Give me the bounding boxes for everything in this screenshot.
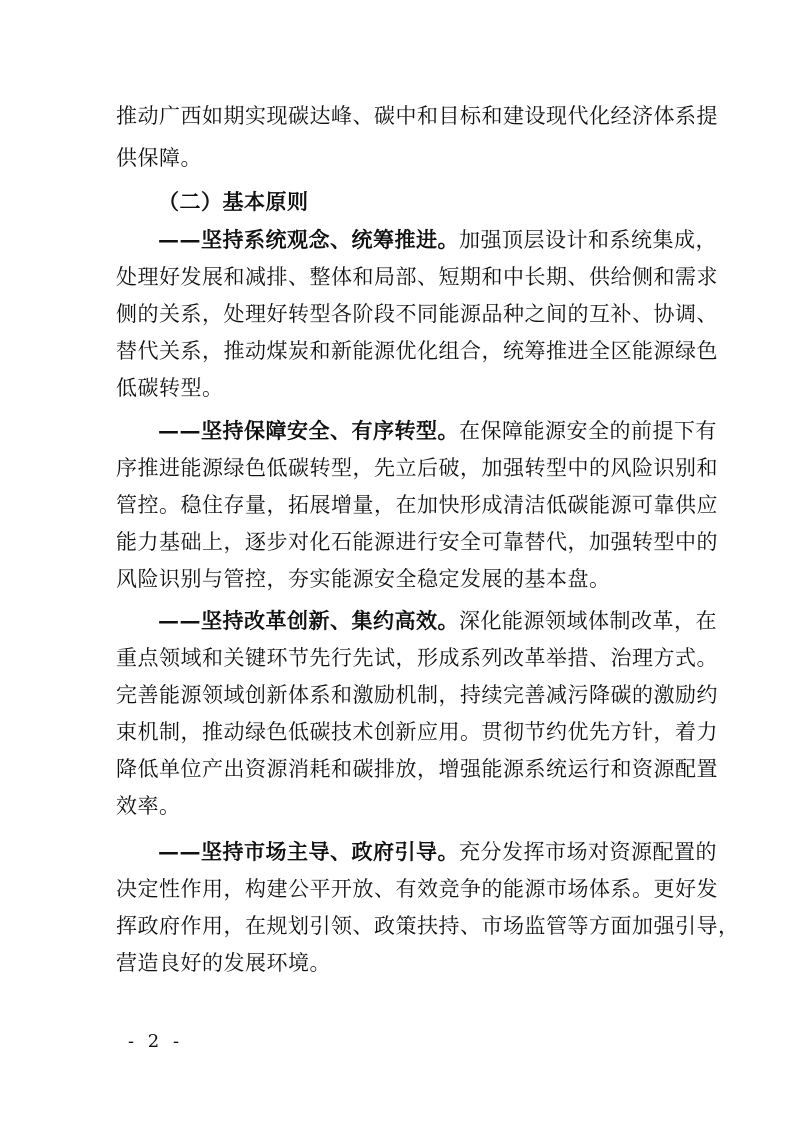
principle-3-title: ——坚持改革创新、集约高效。 [158,608,459,633]
principle-1-line-4: 替代关系，推动煤炭和新能源优化组合，统筹推进全区能源绿色 [116,339,718,363]
principle-1-line-3: 侧的关系，处理好转型各阶段不同能源品种之间的互补、协调、 [116,302,718,326]
principle-2-line-4: 能力基础上，逐步对化石能源进行安全可靠替代，加强转型中的 [116,530,718,554]
principle-3-line-4: 束机制，推动绿色低碳技术创新应用。贯彻节约优先方针，着力 [116,720,718,744]
principle-1-line-5: 低碳转型。 [116,376,224,400]
principle-4-line-2: 决定性作用，构建公平开放、有效竞争的能源市场体系。更好发 [116,877,718,901]
principle-4-line-3: 挥政府作用，在规划引领、政策扶持、市场监管等方面加强引导， [116,914,740,938]
principle-3-line-1 [158,603,717,639]
principle-1-line-2: 处理好发展和减排、整体和局部、短期和中长期、供给侧和需求 [116,265,718,289]
principle-2-line-3: 管控。稳住存量，拓展增量，在加快形成清洁低碳能源可靠供应 [116,493,718,517]
principle-2-title: ——坚持保障安全、有序转型。 [158,418,459,443]
principle-3-line-5: 降低单位产出资源消耗和碳排放，增强能源系统运行和资源配置 [116,757,718,781]
section-heading: （二）基本原则 [158,189,309,214]
principle-1-line-1-text: 加强顶层设计和系统集成， [459,228,717,252]
principle-2-line-2: 序推进能源绿色低碳转型，先立后破，加强转型中的风险识别和 [116,456,718,480]
principle-2-line-1-text: 在保障能源安全的前提下有 [459,419,717,443]
principle-4-title: ——坚持市场主导、政府引导。 [158,839,459,864]
principle-4-line-1-text: 充分发挥市场对资源配置的 [459,840,717,864]
principle-3-line-2: 重点领域和关键环节先行先试，形成系列改革举措、治理方式。 [116,646,718,670]
intro-line-2: 供保障。 [116,146,202,170]
principle-1-line-1 [158,222,717,258]
principle-3-line-1-text: 深化能源领域体制改革，在 [459,609,717,633]
principle-2-line-5: 风险识别与管控，夯实能源安全稳定发展的基本盘。 [116,567,611,591]
principle-3-line-3: 完善能源领域创新体系和激励机制，持续完善减污降碳的激励约 [116,683,718,707]
principle-4-line-4: 营造良好的发展环境。 [116,951,331,975]
intro-line-1: 推动广西如期实现碳达峰、碳中和目标和建设现代化经济体系提 [116,104,718,128]
principle-2-line-1 [158,413,717,449]
principle-3-line-6: 效率。 [116,794,181,818]
principle-4-line-1 [158,834,717,870]
page-number: - 2 - [128,1031,184,1052]
principle-1-title: ——坚持系统观念、统筹推进。 [158,227,459,252]
